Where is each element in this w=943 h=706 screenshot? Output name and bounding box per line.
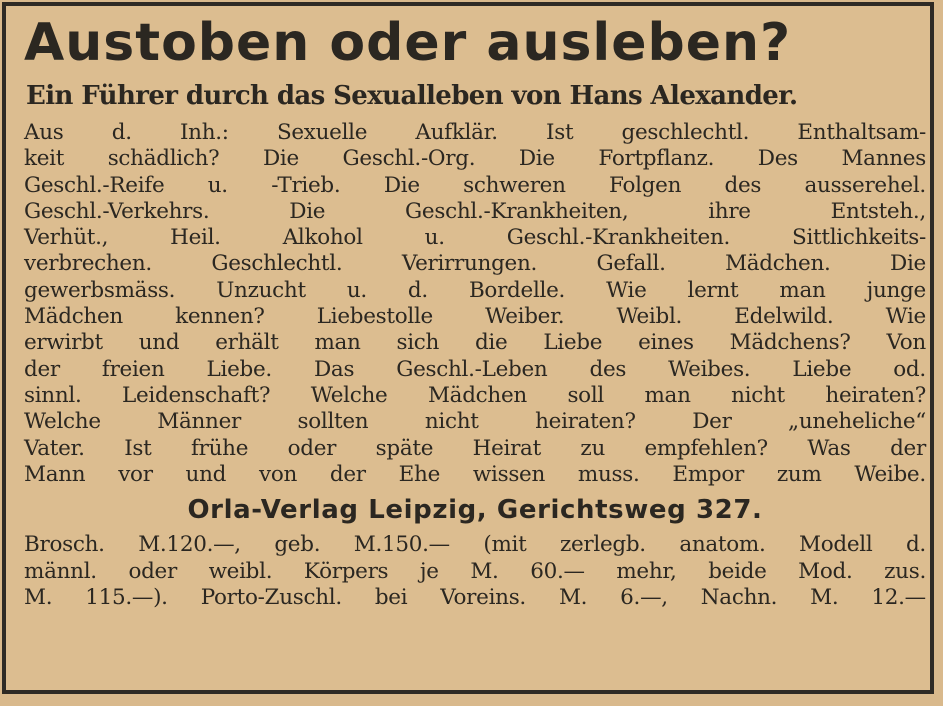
- ad-subtitle: Ein Führer durch das Sexualleben von Hans Alexander.: [26, 81, 798, 111]
- price-text: [24, 532, 926, 612]
- text-line: sinnl. Leidenschaft? Welche Mädchen soll man nicht heiraten?: [24, 382, 926, 408]
- text-line: Aus d. Inh.: Sexuelle Aufklär. Ist geschlechtl. Enthaltsam-: [24, 120, 926, 145]
- text-line: Brosch. M.120.—, geb. M.150.— (mit zerlegb. anatom. Modell d.: [24, 532, 926, 558]
- text-line: der freien Liebe. Das Geschl.-Leben des Weibes. Liebe od.: [24, 356, 926, 382]
- publisher-address: Orla-Verlag Leipzig, Gerichtsweg 327.: [187, 495, 763, 526]
- text-line: Verhüt., Heil. Alkohol u. Geschl.-Krankheiten. Sittlichkeits-: [24, 225, 926, 251]
- advertisement: [24, 10, 926, 612]
- text-line: erwirbt und erhält man sich die Liebe eines Mädchens? Von: [24, 330, 926, 356]
- text-line: männl. oder weibl. Körpers je M. 60.— mehr, beide Mod. zus.: [24, 558, 926, 584]
- text-line: Vater. Ist frühe oder späte Heirat zu empfehlen? Was der: [24, 435, 926, 461]
- contents-text: [24, 120, 926, 488]
- text-line: M. 115.—). Porto-Zuschl. bei Voreins. M. 6.—, Nachn. M. 12.—: [24, 585, 926, 611]
- text-line: Geschl.-Verkehrs. Die Geschl.-Krankheiten, ihre Entsteh.,: [24, 198, 926, 224]
- ad-title: Austoben oder ausleben?: [24, 13, 792, 73]
- text-line: Mädchen kennen? Liebestolle Weiber. Weibl. Edelwild. Wie: [24, 304, 926, 330]
- text-line: Welche Männer sollten nicht heiraten? Der „uneheliche“: [24, 409, 926, 435]
- text-line: Geschl.-Reife u. -Trieb. Die schweren Folgen des ausserehel.: [24, 172, 926, 198]
- text-line: keit schädlich? Die Geschl.-Org. Die Fortpflanz. Des Mannes: [24, 146, 926, 172]
- text-line: verbrechen. Geschlechtl. Verirrungen. Gefall. Mädchen. Die: [24, 251, 926, 277]
- text-line: gewerbsmäss. Unzucht u. d. Bordelle. Wie lernt man junge: [24, 277, 926, 303]
- text-line: Mann vor und von der Ehe wissen muss. Empor zum Weibe.: [24, 461, 926, 487]
